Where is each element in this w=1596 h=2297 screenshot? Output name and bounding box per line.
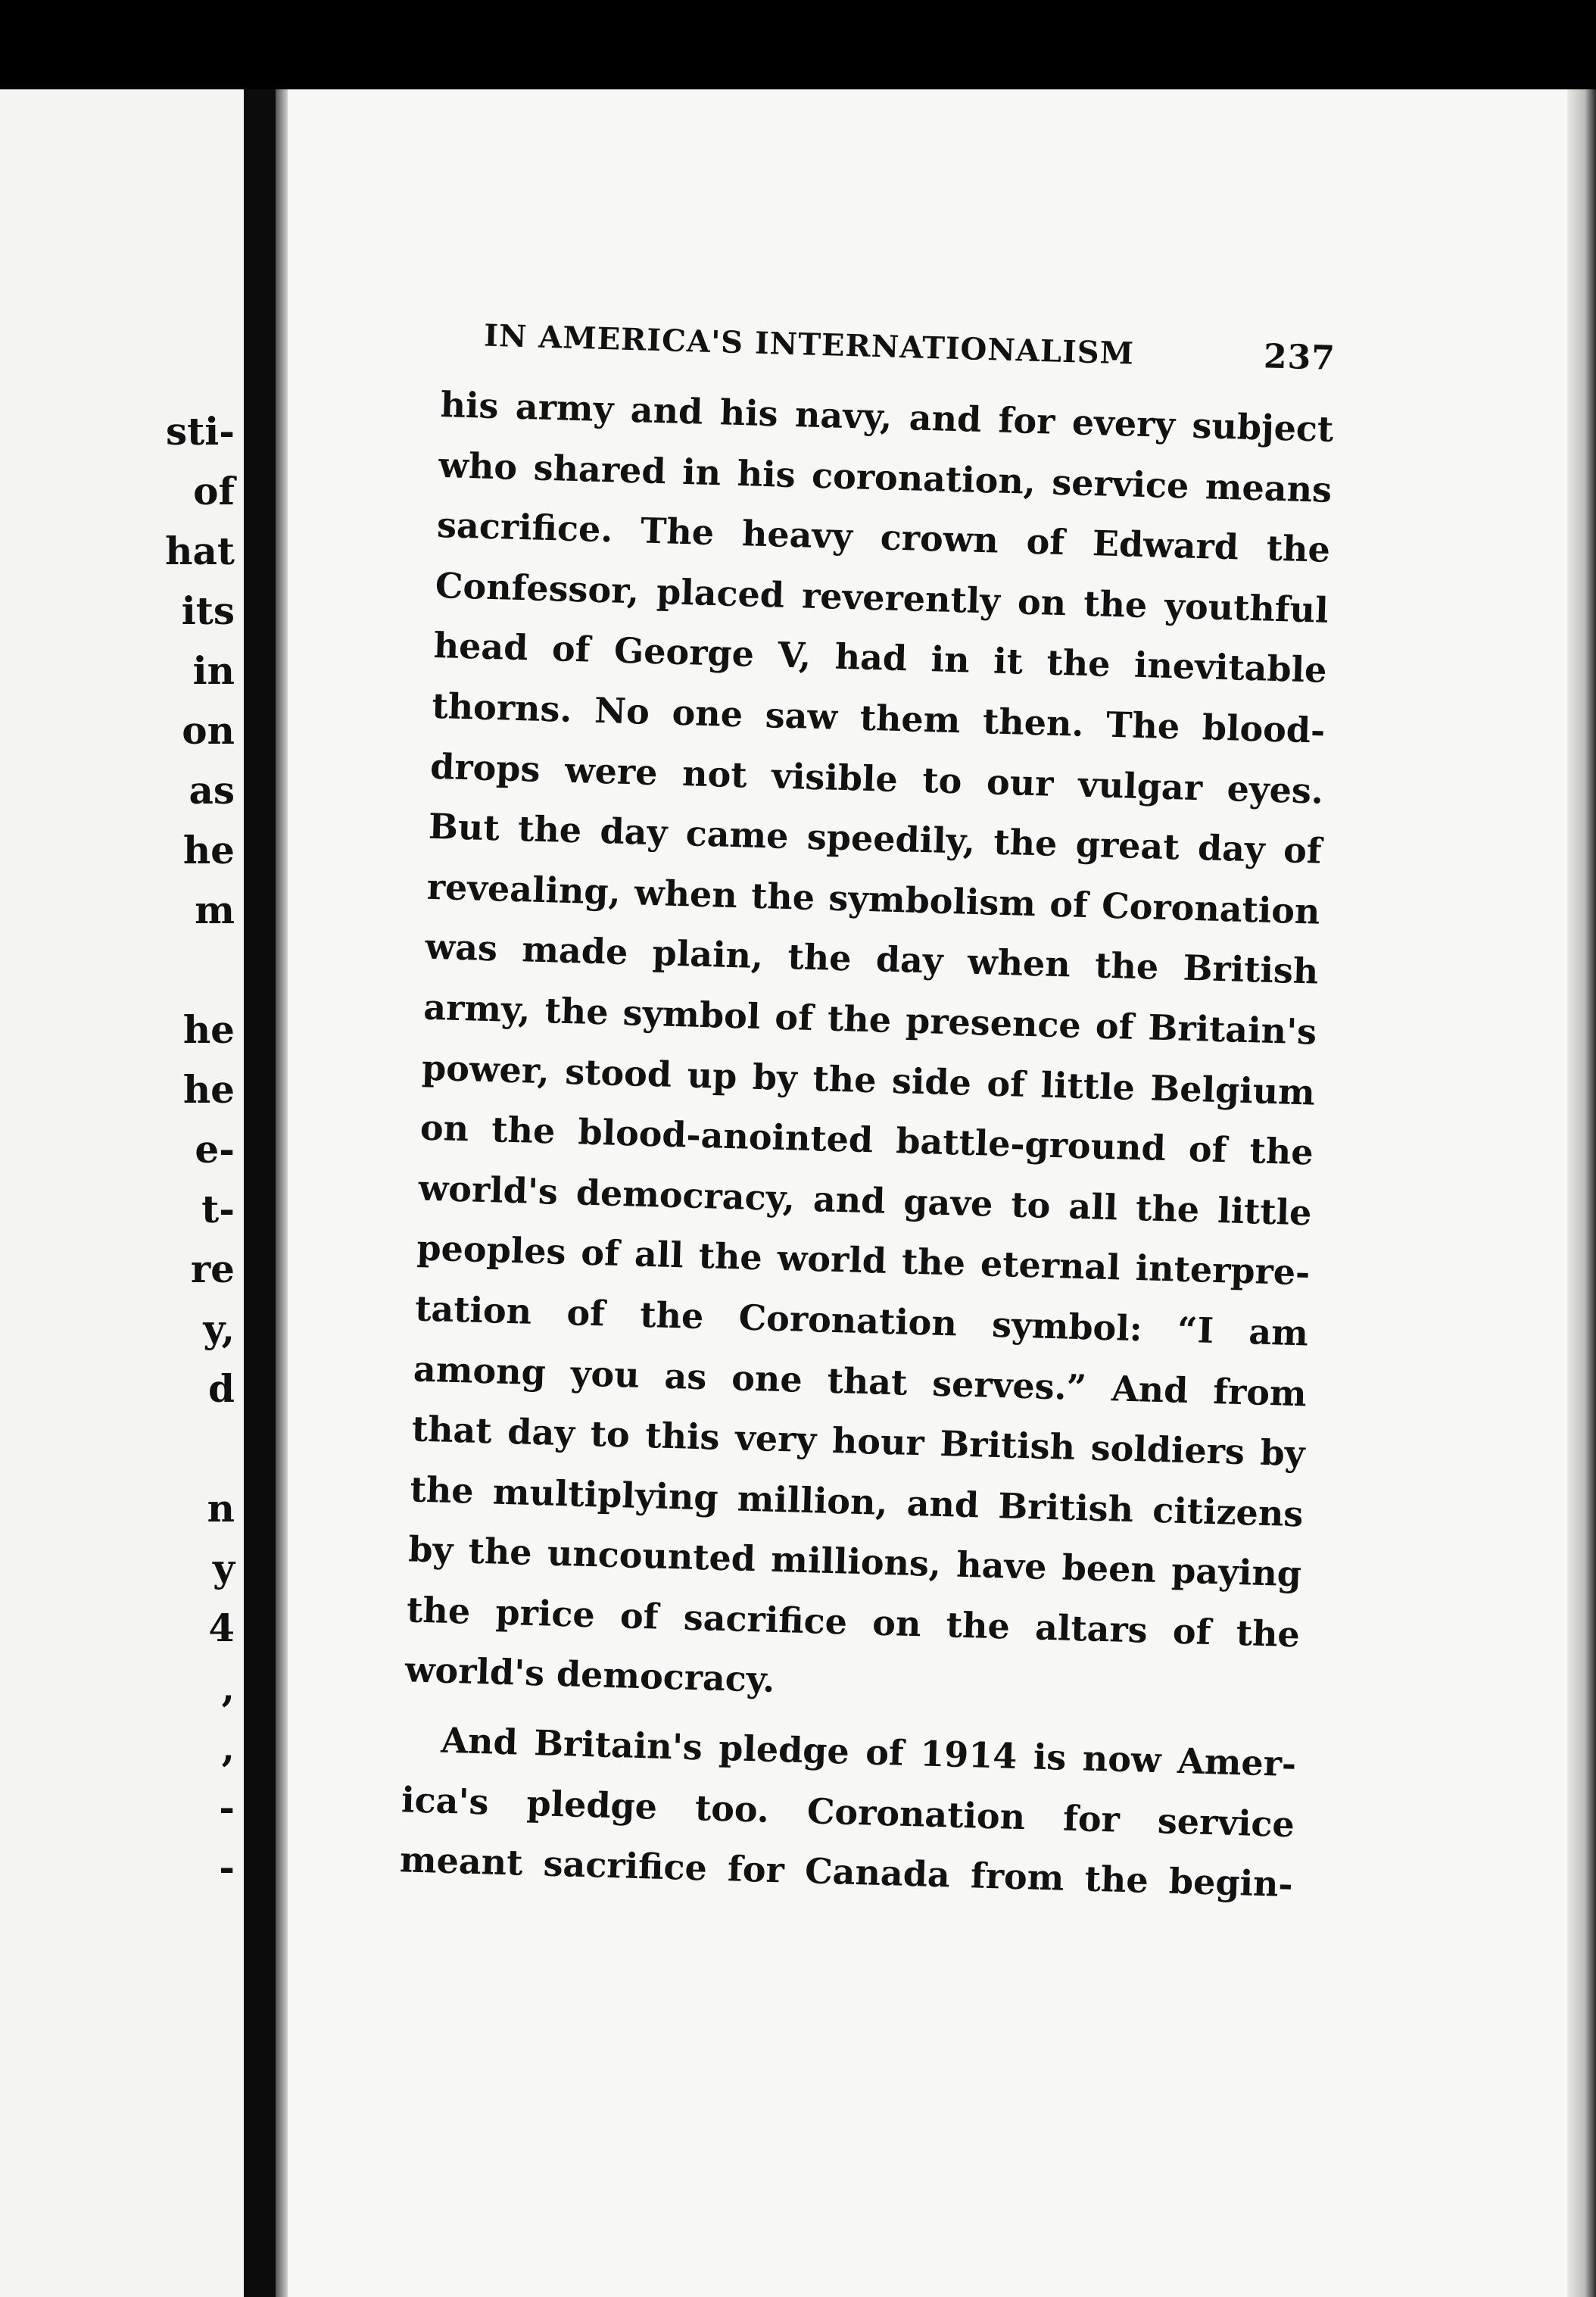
text-line: ica's pledge too. Coronation for service bbox=[401, 1778, 1295, 1845]
text-line: that day to this very hour British soldiers by bbox=[411, 1408, 1306, 1475]
text-line: on the blood-anointed battle-ground of the bbox=[419, 1106, 1314, 1173]
text-line: who shared in his coronation, service means bbox=[438, 444, 1333, 510]
book-gutter bbox=[244, 89, 276, 2297]
paragraph bbox=[399, 1709, 1297, 1915]
text-line: by the uncounted millions, have been paying bbox=[407, 1528, 1302, 1595]
left-fragment: re bbox=[190, 1247, 235, 1291]
left-fragment: in bbox=[192, 648, 235, 693]
gutter-shadow bbox=[276, 89, 288, 2297]
left-fragment: hat bbox=[165, 529, 235, 573]
left-page-text-fragments bbox=[165, 401, 235, 1897]
left-fragment: he bbox=[182, 1007, 235, 1052]
text-line: meant sacrifice for Canada from the begin- bbox=[399, 1839, 1294, 1905]
left-fragment: y, bbox=[203, 1306, 235, 1351]
text-line: world's democracy, and gave to all the little bbox=[418, 1167, 1313, 1234]
left-fragment: - bbox=[219, 1845, 235, 1890]
left-fragment bbox=[165, 940, 235, 1000]
paragraph bbox=[404, 375, 1334, 1725]
left-fragment: he bbox=[182, 828, 235, 872]
left-fragment: m bbox=[195, 888, 235, 932]
left-fragment: 4 bbox=[208, 1606, 235, 1650]
running-head-title: IN AMERICA'S INTERNATIONALISM bbox=[483, 317, 1135, 372]
text-line: peoples of all the world the eternal interpre- bbox=[416, 1227, 1311, 1294]
page-text-block bbox=[399, 314, 1336, 1915]
text-line: But the day came speedily, the great day of bbox=[428, 805, 1323, 872]
left-fragment: - bbox=[219, 1785, 235, 1830]
text-line: the price of sacrifice on the altars of the bbox=[406, 1589, 1301, 1656]
text-line: revealing, when the symbolism of Coronation bbox=[426, 866, 1321, 932]
left-fragment: n bbox=[207, 1486, 235, 1531]
text-line: Confessor, placed reverently on the youthful bbox=[435, 564, 1329, 631]
text-line: And Britain's pledge of 1914 is now Amer- bbox=[440, 1719, 1297, 1785]
left-fragment bbox=[165, 1418, 235, 1478]
page-edge bbox=[1567, 89, 1596, 2297]
left-fragment: he bbox=[182, 1067, 235, 1112]
text-line: head of George V, had in it the inevitable bbox=[433, 625, 1328, 691]
text-line: was made plain, the day when the British bbox=[424, 926, 1319, 992]
text-line: drops were not visible to our vulgar eyes. bbox=[429, 745, 1324, 812]
left-fragment: sti- bbox=[166, 409, 235, 454]
left-fragment: on bbox=[182, 708, 235, 753]
text-line: thorns. No one saw them then. The blood- bbox=[431, 685, 1326, 751]
left-fragment: e- bbox=[195, 1127, 235, 1172]
left-facing-page bbox=[0, 89, 244, 2297]
page-number: 237 bbox=[1263, 337, 1336, 378]
left-fragment: d bbox=[208, 1366, 235, 1411]
left-fragment: its bbox=[181, 588, 235, 633]
text-line: sacrifice. The heavy crown of Edward the bbox=[436, 504, 1331, 571]
text-line: world's democracy. bbox=[404, 1649, 776, 1701]
text-line: tation of the Coronation symbol: “I am bbox=[414, 1287, 1309, 1354]
text-line: the multiplying million, and British citizens bbox=[409, 1468, 1304, 1535]
text-line: power, stood up by the side of little Belgium bbox=[421, 1047, 1316, 1113]
left-fragment: , bbox=[221, 1665, 235, 1710]
text-line: among you as one that serves.” And from bbox=[413, 1347, 1308, 1414]
left-fragment: t- bbox=[201, 1187, 235, 1231]
left-fragment: as bbox=[189, 768, 235, 813]
left-fragment: of bbox=[193, 469, 235, 513]
left-fragment: y bbox=[212, 1546, 235, 1590]
text-line: army, the symbol of the presence of Britain's bbox=[422, 986, 1317, 1053]
left-fragment: , bbox=[221, 1725, 235, 1770]
text-line: his army and his navy, and for every subject bbox=[439, 383, 1334, 450]
